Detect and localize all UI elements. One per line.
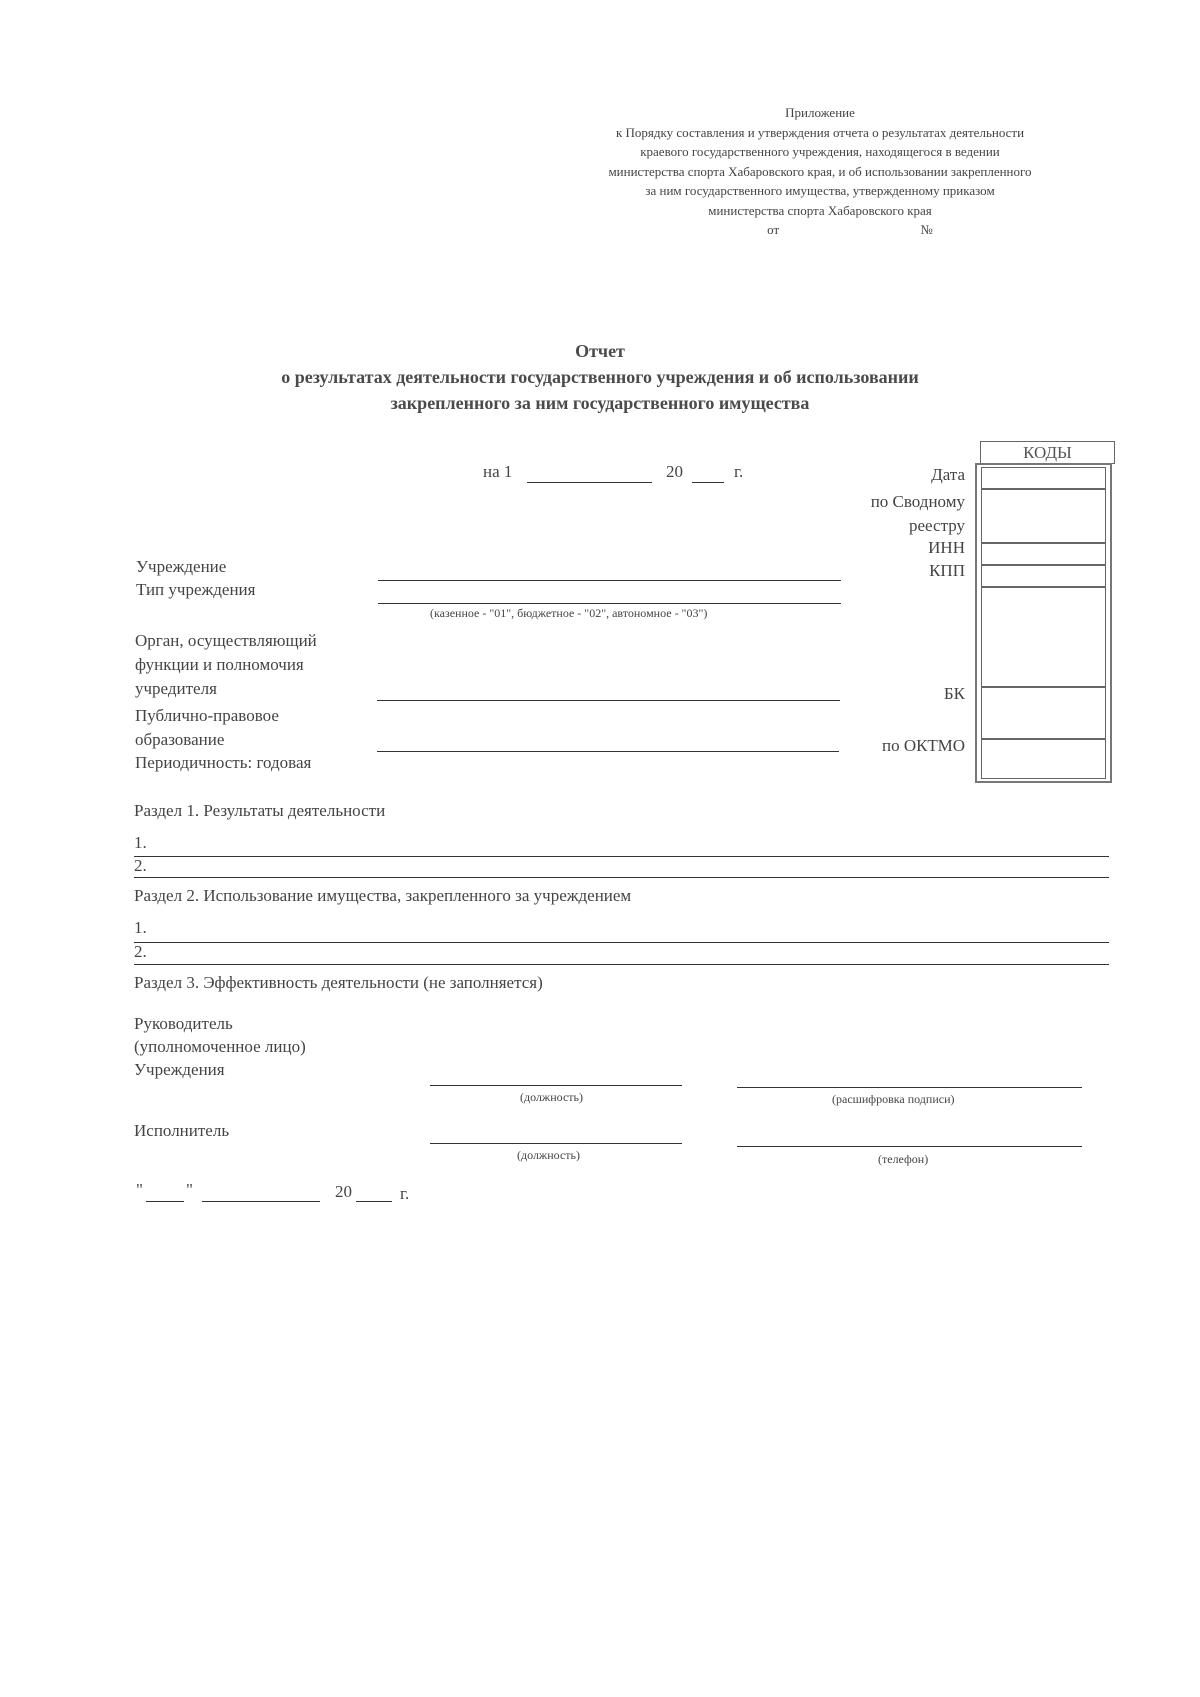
- bottom-quote-close: ": [186, 1180, 193, 1199]
- date-year-line[interactable]: [692, 482, 724, 483]
- bottom-quote-open: ": [136, 1180, 143, 1199]
- bottom-month-line[interactable]: [202, 1201, 320, 1202]
- label-periodicity: Периодичность: годовая: [135, 753, 312, 772]
- label-organ3: учредителя: [135, 679, 217, 698]
- appendix-line: министерства спорта Хабаровского края: [708, 202, 932, 218]
- head-position-caption: (должность): [520, 1090, 583, 1104]
- head-decode-line[interactable]: [737, 1087, 1082, 1088]
- label-head1: Руководитель: [134, 1014, 233, 1033]
- appendix-line: к Порядку составления и утверждения отчета о результатах деятельности: [615, 124, 1025, 140]
- appendix-line: министерства спорта Хабаровского края, и об использовании закрепленного: [608, 163, 1032, 179]
- code-bk-cell[interactable]: [981, 587, 1106, 687]
- label-head3: Учреждения: [134, 1060, 225, 1079]
- section1-item1: 1.: [134, 833, 147, 852]
- type-hint: (казенное - "01", бюджетное - "02", автономное - "03"): [430, 606, 708, 620]
- title-line3: закрепленного за ним государственного имущества: [390, 393, 810, 413]
- bottom-year-label: 20: [335, 1182, 352, 1201]
- code-date-cell[interactable]: [981, 467, 1106, 489]
- type-line[interactable]: [378, 603, 841, 604]
- appendix-header: [560, 103, 1080, 240]
- code-label-kpp: КПП: [929, 561, 965, 580]
- bottom-day-line[interactable]: [146, 1201, 184, 1202]
- code-label-inn: ИНН: [928, 538, 965, 557]
- label-public2: образование: [135, 730, 225, 749]
- section2-line2[interactable]: [134, 964, 1109, 965]
- code-label-date: Дата: [931, 465, 965, 484]
- appendix-line: Приложение: [785, 105, 855, 120]
- title-line2: о результатах деятельности государственного учреждения и об использовании: [281, 367, 919, 387]
- section1-item2: 2.: [134, 856, 147, 875]
- label-institution: Учреждение: [136, 557, 227, 576]
- label-public1: Публично-правовое: [135, 706, 279, 725]
- appendix-line: краевого государственного учреждения, находящегося в ведении: [640, 144, 1000, 159]
- date-g-label: г.: [734, 462, 744, 481]
- codes-header: КОДЫ: [980, 441, 1115, 464]
- appendix-line: за ним государственного имущества, утвержденному приказом: [645, 183, 995, 198]
- executor-position-line[interactable]: [430, 1143, 682, 1144]
- date-year-label: 20: [666, 462, 683, 481]
- code-svod-cell[interactable]: [981, 489, 1106, 543]
- section2-line1[interactable]: [134, 942, 1109, 943]
- label-type: Тип учреждения: [136, 580, 256, 599]
- bottom-year-line[interactable]: [356, 1201, 392, 1202]
- executor-phone-line[interactable]: [737, 1146, 1082, 1147]
- bottom-g-label: г.: [400, 1184, 410, 1203]
- section2-item1: 1.: [134, 918, 147, 937]
- date-na-label: на 1: [483, 462, 513, 481]
- label-head2: (уполномоченное лицо): [134, 1037, 306, 1056]
- section1-line2[interactable]: [134, 877, 1109, 878]
- code-oktmo-cell[interactable]: [981, 687, 1106, 739]
- code-label-svod: по Сводному: [870, 492, 965, 511]
- head-position-line[interactable]: [430, 1085, 682, 1086]
- section1-line1[interactable]: [134, 856, 1109, 857]
- code-label-bk: БК: [943, 684, 965, 703]
- head-decode-caption: (расшифровка подписи): [832, 1092, 955, 1106]
- code-kpp-cell[interactable]: [981, 565, 1106, 587]
- code-periodicity-cell[interactable]: [981, 739, 1106, 779]
- section2-item2: 2.: [134, 942, 147, 961]
- institution-line[interactable]: [378, 580, 841, 581]
- appendix-no: №: [920, 222, 933, 237]
- code-label-svod2: реестру: [909, 516, 965, 535]
- section2-title: Раздел 2. Использование имущества, закрепленного за учреждением: [134, 886, 632, 905]
- executor-position-caption: (должность): [517, 1148, 580, 1162]
- appendix-ot-row: [560, 220, 1080, 240]
- section1-title: Раздел 1. Результаты деятельности: [134, 801, 386, 820]
- appendix-ot: от: [767, 222, 780, 237]
- public-line[interactable]: [377, 751, 839, 752]
- section3-title: Раздел 3. Эффективность деятельности (не заполняется): [134, 973, 543, 992]
- organ-line[interactable]: [377, 700, 840, 701]
- label-organ1: Орган, осуществляющий: [135, 631, 317, 650]
- code-label-oktmo: по ОКТМО: [881, 736, 965, 755]
- title-report: Отчет: [575, 341, 625, 361]
- label-organ2: функции и полномочия: [135, 655, 304, 674]
- executor-phone-caption: (телефон): [878, 1152, 929, 1166]
- codes-box: [975, 463, 1112, 783]
- date-month-line[interactable]: [527, 482, 652, 483]
- code-inn-cell[interactable]: [981, 543, 1106, 565]
- label-executor: Исполнитель: [134, 1121, 230, 1140]
